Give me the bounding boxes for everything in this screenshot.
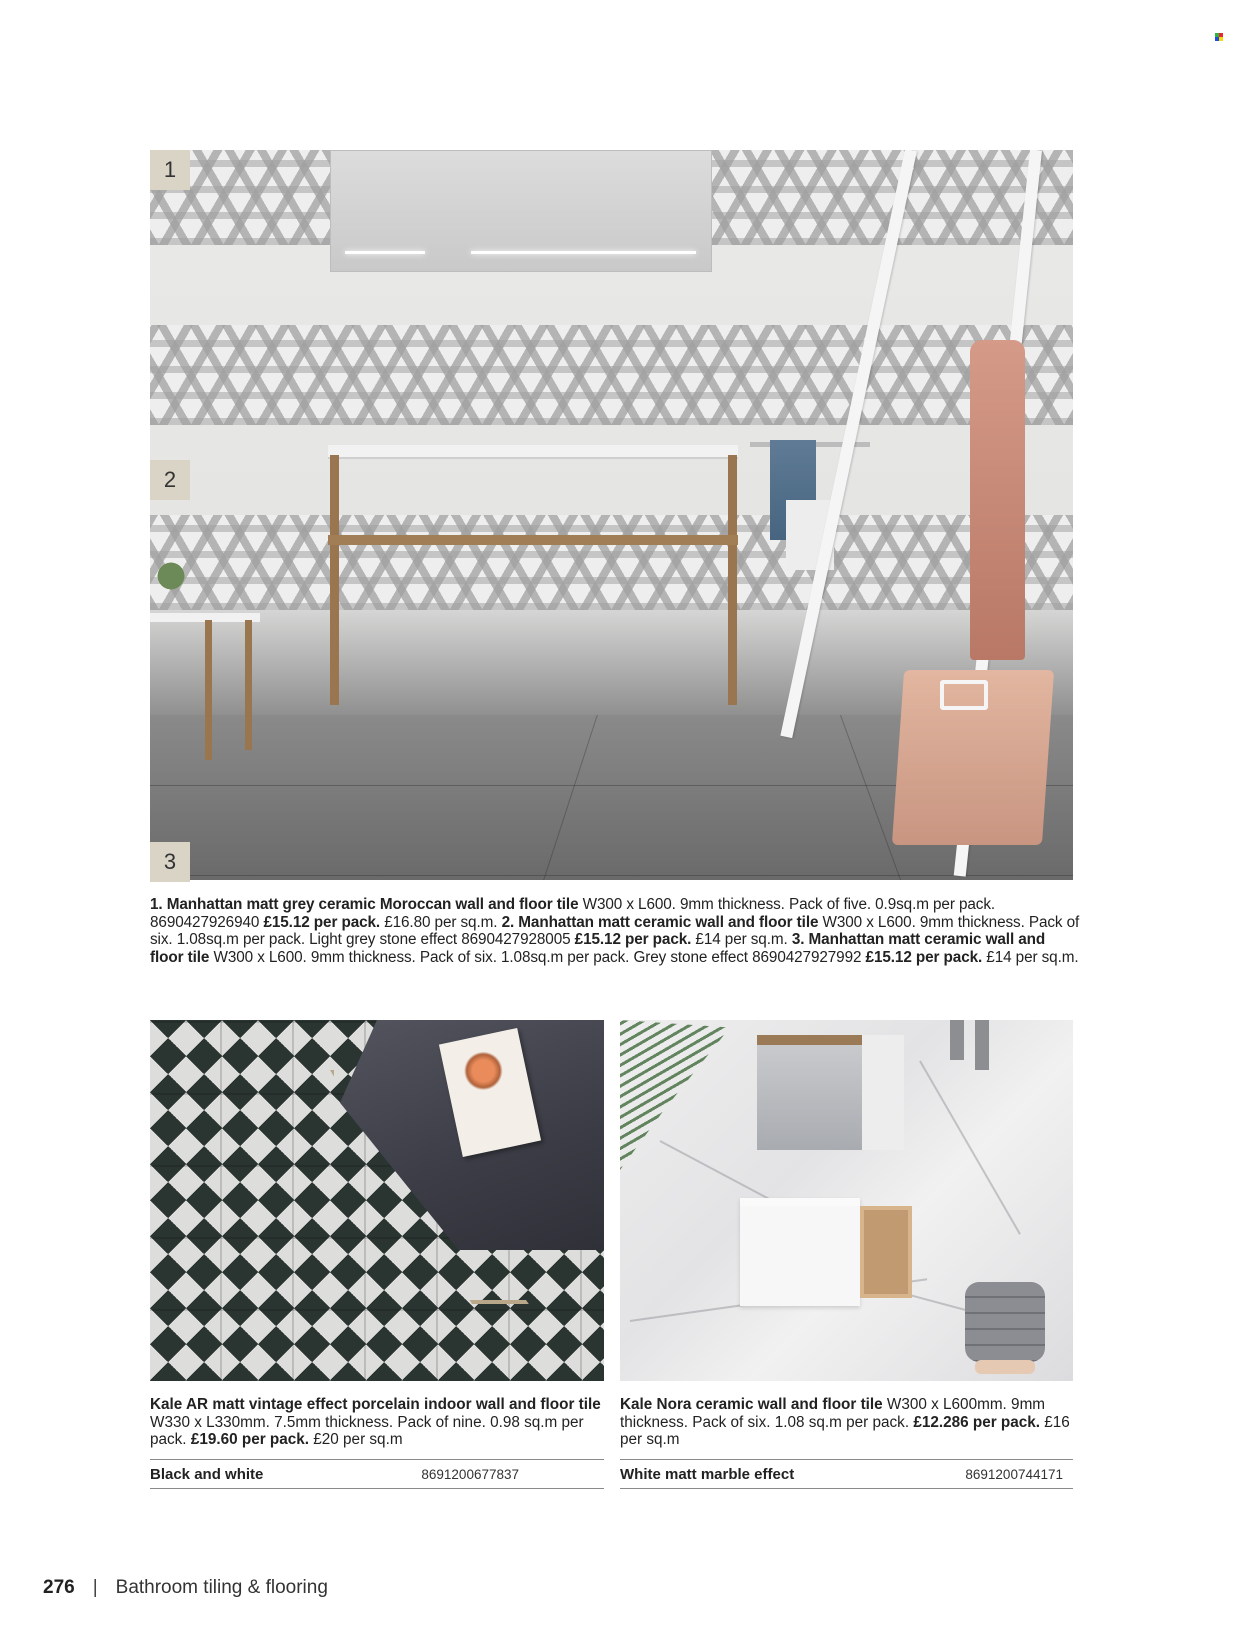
pouf-base	[975, 1360, 1035, 1374]
pink-dress	[970, 340, 1025, 660]
product-unit-price: £16 per sq.m	[620, 1413, 1070, 1449]
product-1-price: £15.12 per pack.	[263, 913, 381, 931]
product-description-right	[620, 1396, 1073, 1449]
product-title: Kale AR matt vintage effect porcelain indoor wall and floor tile	[150, 1396, 601, 1413]
product-2-price: £15.12 per pack.	[574, 931, 692, 949]
mirror	[757, 1035, 862, 1150]
product-details: W300 x L600mm. 9mm thickness. Pack of six. 1.08 sq.m per pack.	[620, 1396, 1046, 1431]
product-3-details: W300 x L600. 9mm thickness. Pack of six. 1.08sq.m per pack. Grey stone effect 8690427927992	[209, 949, 866, 967]
hero-bathroom-image	[150, 150, 1073, 880]
hero-label-2: 2	[150, 460, 190, 500]
marble-bathroom-image	[620, 1020, 1073, 1381]
table-leg	[245, 620, 252, 750]
mirror-cabinet	[862, 1035, 904, 1150]
product-2-unit-price: £14 per sq.m.	[691, 931, 792, 949]
vanity-shelf	[328, 535, 738, 545]
pendant-light	[950, 1020, 964, 1060]
vanity-leg	[330, 455, 339, 705]
product-1-unit-price: £16.80 per sq.m.	[380, 913, 502, 931]
product-description-left	[150, 1396, 610, 1449]
vintage-tile-image	[150, 1020, 604, 1381]
product-1-details: W300 x L600. 9mm thickness. Pack of five. 0.9sq.m per pack. 8690427926940	[150, 896, 996, 931]
page-footer	[43, 1575, 328, 1601]
open-shelf	[860, 1206, 912, 1298]
mirror-cabinet	[330, 150, 712, 272]
variant-row	[150, 1459, 604, 1489]
vanity-unit	[740, 1198, 860, 1306]
pendant-light	[975, 1020, 989, 1070]
variant-name: Black and white	[150, 1465, 264, 1483]
product-1-title: 1. Manhattan matt grey ceramic Moroccan wall and floor tile	[150, 896, 579, 913]
vanity-worktop	[328, 445, 738, 459]
product-2-title: 2. Manhattan matt ceramic wall and floor tile	[501, 913, 819, 931]
product-price: £19.60 per pack.	[190, 1431, 310, 1449]
section-title: Bathroom tiling & flooring	[115, 1577, 328, 1598]
product-price: £12.286 per pack.	[913, 1413, 1041, 1431]
variant-name: White matt marble effect	[620, 1465, 795, 1483]
hero-caption	[150, 896, 1080, 967]
product-unit-price: £20 per sq.m	[309, 1431, 403, 1449]
table-leg	[205, 620, 212, 760]
moroccan-tile-band	[150, 515, 1073, 610]
page-number: 276	[43, 1577, 75, 1598]
bag-handle	[940, 680, 988, 710]
product-3-title: 3. Manhattan matt ceramic wall and floor tile	[150, 931, 1046, 967]
hero-label-3: 3	[150, 842, 190, 882]
variant-code: 8691200677837	[421, 1466, 519, 1482]
hero-label-1: 1	[150, 150, 190, 190]
footer-separator: |	[92, 1577, 98, 1598]
product-details: W330 x L330mm. 7.5mm thickness. Pack of nine. 0.98 sq.m per pack.	[150, 1413, 584, 1449]
product-3-price: £15.12 per pack.	[865, 949, 983, 967]
variant-code: 8691200744171	[965, 1466, 1063, 1482]
variant-row	[620, 1459, 1073, 1489]
vanity-leg	[728, 455, 737, 705]
grey-pouf	[965, 1282, 1045, 1362]
product-title: Kale Nora ceramic wall and floor tile	[620, 1396, 883, 1413]
corner-logo-icon	[1215, 33, 1223, 41]
product-2-details: W300 x L600. 9mm thickness. Pack of six. 1.08sq.m per pack. Light grey stone effect 8690427928005	[150, 913, 1080, 949]
moroccan-tile-band	[150, 325, 1073, 425]
product-3-unit-price: £14 per sq.m.	[982, 949, 1079, 967]
plant	[154, 560, 188, 600]
